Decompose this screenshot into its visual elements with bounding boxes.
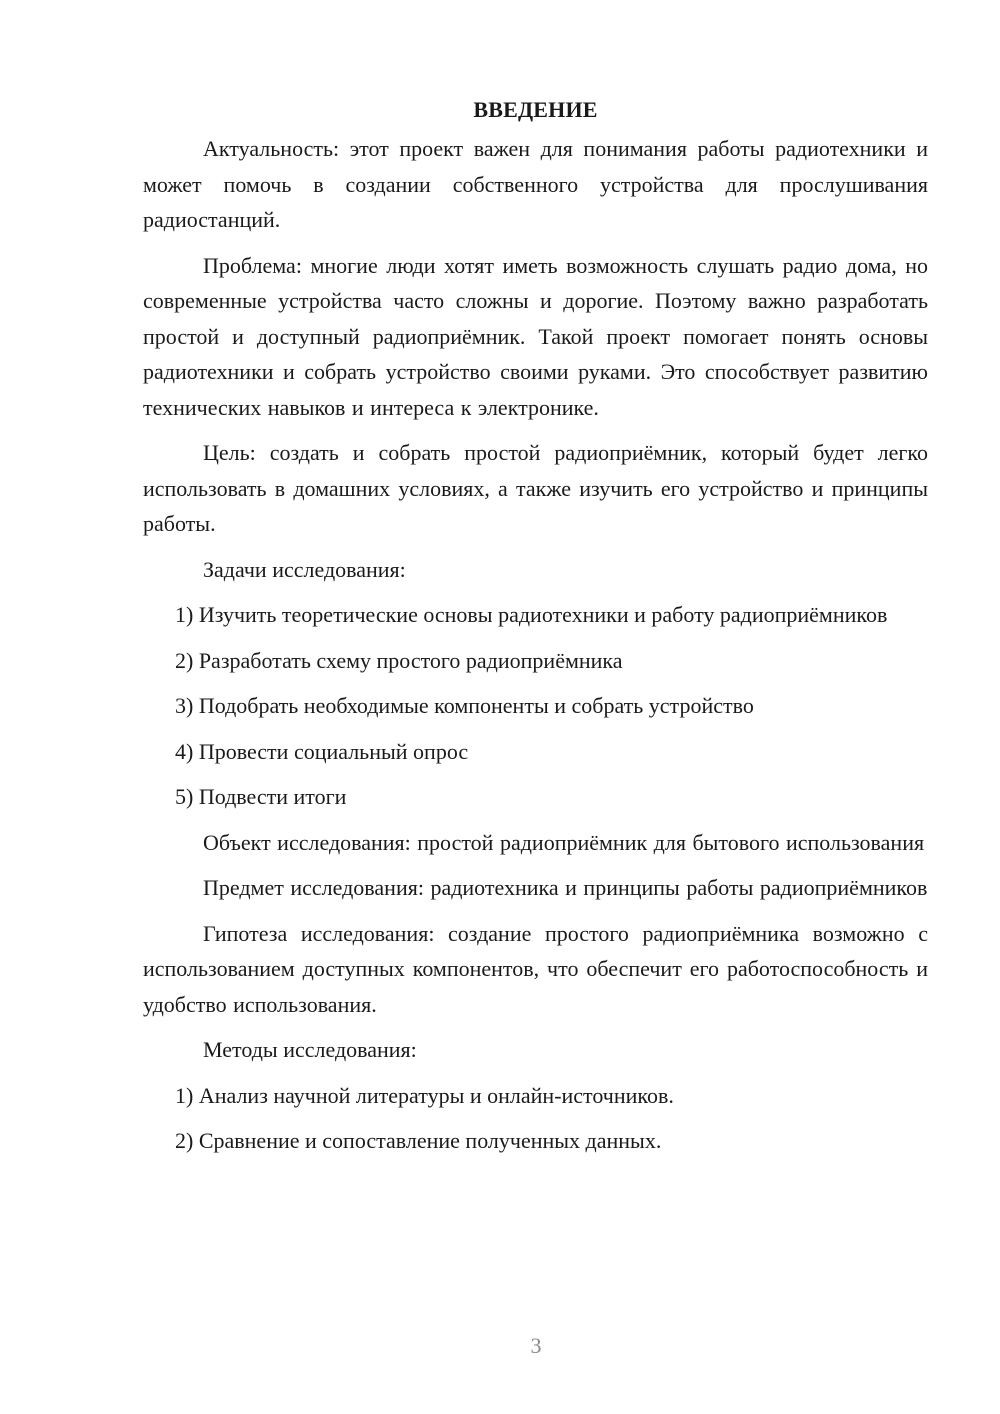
tasks-label: Задачи исследования:	[203, 556, 406, 582]
paragraph-object: Объект исследования: простой радиоприёмник для бытового использования	[203, 829, 925, 855]
paragraph-goal: Цель: создать и собрать простой радиоприёмник, который будет легко использовать в домашних условиях, а также изучить его устройство и принципы работы.	[143, 440, 928, 536]
paragraph-subject: Предмет исследования: радиотехника и принципы работы радиоприёмников	[203, 875, 928, 900]
task-item-2: 2) Разработать схему простого радиоприёмника	[175, 647, 623, 673]
task-item-1: 1) Изучить теоретические основы радиотехники и работу радиоприёмников	[175, 602, 888, 627]
document-page	[143, 92, 928, 1169]
method-item-2: 2) Сравнение и сопоставление полученных данных.	[175, 1128, 662, 1153]
paragraph-hypothesis: Гипотеза исследования: создание простого радиоприёмника возможно с использованием доступных компонентов, что обеспечит его работоспособность и удобство использования.	[143, 920, 928, 1017]
task-item-5: 5) Подвести итоги	[175, 784, 347, 809]
page-number: 3	[530, 1333, 542, 1358]
section-title: ВВЕДЕНИЕ	[473, 97, 598, 122]
paragraph-problem: Проблема: многие люди хотят иметь возможность слушать радио дома, но современные устройства часто сложны и дорогие. Поэтому важно разработать простой и доступный радиоприёмник. Такой проект помогает понять основы радиотехники и собрать устройство своими руками. Это способствует развитию технических навыков и интереса к электронике.	[143, 252, 928, 420]
method-item-1: 1) Анализ научной литературы и онлайн-источников.	[175, 1082, 674, 1108]
task-item-3: 3) Подобрать необходимые компоненты и собрать устройство	[175, 693, 754, 718]
task-item-4: 4) Провести социальный опрос	[175, 738, 469, 764]
paragraph-relevance: Актуальность: этот проект важен для понимания работы радиотехники и может помочь в создании собственного устройства для прослушивания радиостанций.	[143, 136, 928, 232]
methods-label: Методы исследования:	[203, 1037, 417, 1062]
